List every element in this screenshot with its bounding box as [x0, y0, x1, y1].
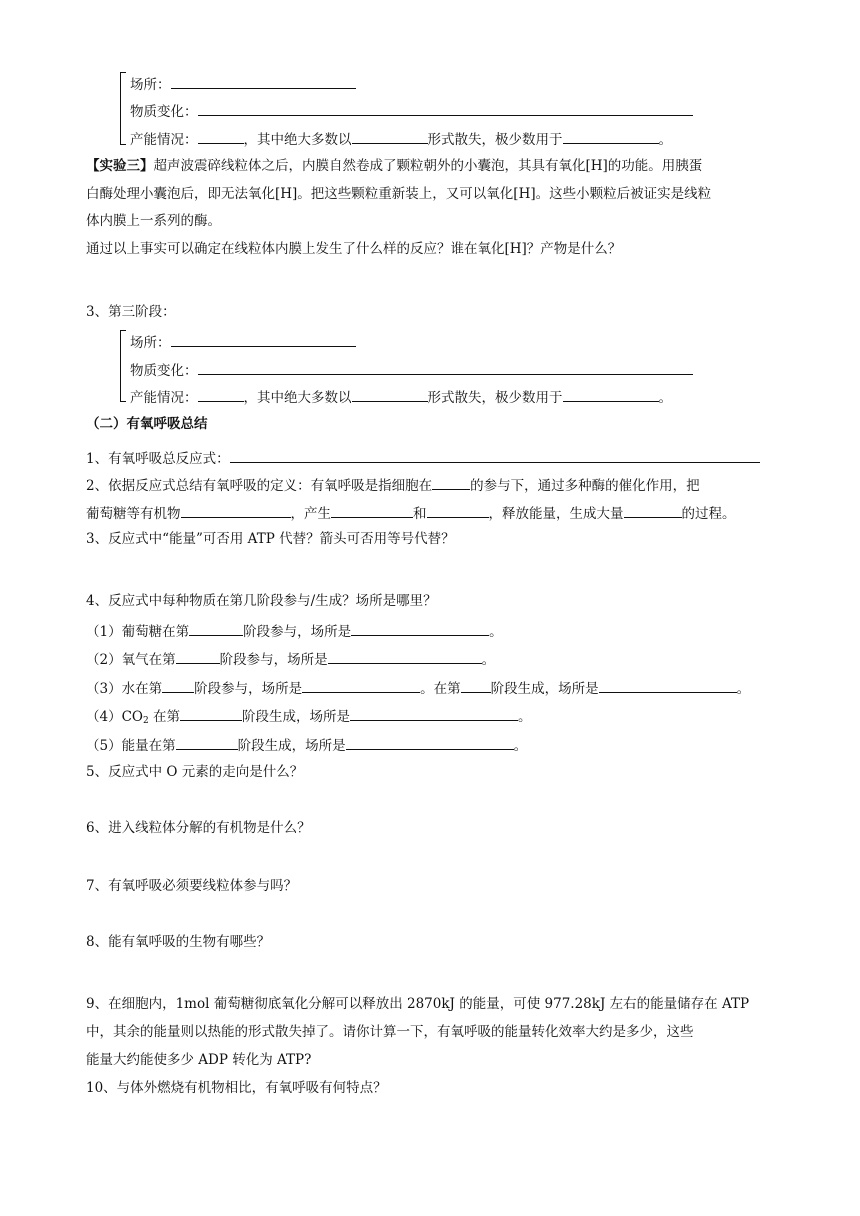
- q2-blank-3[interactable]: [331, 505, 413, 518]
- summary-heading-text: （二）有氧呼吸总结: [86, 416, 208, 432]
- change-blank[interactable]: [198, 103, 693, 116]
- q9-line2: [86, 1026, 694, 1040]
- q2-blank-4[interactable]: [427, 505, 489, 518]
- q8-line: [86, 936, 270, 950]
- q4-1-period: 。: [489, 624, 503, 640]
- q4-2-line: [86, 651, 495, 668]
- q2-text-c: 葡萄糖等有机物: [86, 506, 181, 522]
- q4-3-text-a: （3）水在第: [86, 681, 163, 697]
- q4-3-blank-place1[interactable]: [302, 680, 420, 693]
- q1-line: [86, 450, 760, 467]
- q4-3-blank-stage1[interactable]: [162, 680, 194, 693]
- q9-line3: [86, 1054, 311, 1068]
- stage3-energy-blank-3[interactable]: [563, 389, 659, 402]
- stage2-brace: [120, 72, 129, 144]
- experiment3-line3: [86, 215, 221, 229]
- q3-line: [86, 533, 455, 547]
- q1-text: 1、有氧呼吸总反应式：: [86, 451, 230, 467]
- experiment3-text2: 白酶处理小囊泡后，即无法氧化[H]。把这些颗粒重新装上，又可以氧化[H]。这些小颗粒后被证实是线粒: [86, 186, 712, 202]
- q5-text: 5、反应式中 O 元素的走向是什么？: [86, 764, 304, 780]
- q4-3-text-d: 阶段生成，场所是: [490, 681, 599, 697]
- q4-5-blank-place[interactable]: [346, 737, 514, 750]
- q4-3-blank-stage2[interactable]: [461, 680, 491, 693]
- q4-3-blank-place2[interactable]: [599, 680, 737, 693]
- q2-line1: [86, 477, 700, 494]
- q2-text-f: ，释放能量，生成大量: [488, 506, 624, 522]
- q4-1-blank-stage[interactable]: [189, 623, 243, 636]
- q2-text-e: 和: [413, 506, 427, 522]
- energy-mid2: 形式散失，极少数用于: [427, 132, 563, 148]
- stage2-change-line: [130, 103, 693, 120]
- q2-text-a: 2、依据反应式总结有氧呼吸的定义：有氧呼吸是指细胞在: [86, 478, 433, 494]
- q4-2-text-a: （2）氧气在第: [86, 652, 176, 668]
- stage3-energy-blank-2[interactable]: [352, 389, 428, 402]
- energy-end: 。: [658, 132, 672, 148]
- q4-3-text-b: 阶段参与，场所是: [194, 681, 303, 697]
- q4-2-period: 。: [481, 652, 496, 668]
- q10-text: 10、与体外燃烧有机物相比，有氧呼吸有何特点？: [86, 1080, 387, 1096]
- q4-4-blank-place[interactable]: [350, 708, 518, 721]
- stage3-change-line: [130, 362, 693, 379]
- stage3-energy-end: 。: [658, 390, 672, 406]
- q4-1-text-a: （1）葡萄糖在第: [86, 624, 190, 640]
- stage3-change-label: 物质变化：: [130, 363, 198, 379]
- experiment3-question-text: 通过以上事实可以确定在线粒体内膜上发生了什么样的反应？谁在氧化[H]？产物是什么？: [86, 241, 622, 257]
- q4-3-line: [86, 680, 750, 697]
- q4-4-text-b: 在第: [148, 709, 181, 725]
- location-blank[interactable]: [171, 76, 356, 89]
- q4-4-blank-stage[interactable]: [180, 708, 242, 721]
- stage3-energy-blank-1[interactable]: [198, 389, 244, 402]
- stage3-heading: [86, 306, 176, 320]
- energy-mid: ，其中绝大多数以: [243, 132, 352, 148]
- q4-2-blank-place[interactable]: [328, 651, 482, 664]
- stage3-heading-text: 3、第三阶段：: [86, 304, 176, 320]
- stage2-location-line: [130, 76, 356, 93]
- experiment3-line2: [86, 188, 711, 202]
- stage3-brace: [120, 330, 129, 401]
- q1-blank[interactable]: [230, 450, 760, 463]
- q8-text: 8、能有氧呼吸的生物有哪些？: [86, 934, 271, 950]
- q4-text: 4、反应式中每种物质在第几阶段参与/生成？场所是哪里？: [86, 593, 437, 609]
- stage2-energy-line: [130, 131, 672, 148]
- summary-heading: [86, 418, 208, 432]
- stage3-location-blank[interactable]: [171, 334, 356, 347]
- q9-text-1: 9、在细胞内，1mol 葡萄糖彻底氧化分解可以释放出 2870kJ 的能量，可使 977.28kJ 左右的能量储存在 ATP: [86, 996, 750, 1012]
- experiment3-question: [86, 243, 621, 257]
- q4-1-blank-place[interactable]: [351, 623, 489, 636]
- q4-2-text-b: 阶段参与，场所是: [219, 652, 328, 668]
- energy-blank-1[interactable]: [198, 131, 244, 144]
- q9-text-3: 能量大约能使多少 ADP 转化为 ATP?: [86, 1052, 312, 1068]
- q4-4-line: [86, 708, 532, 726]
- experiment3-line1: [86, 160, 702, 174]
- q2-text-b: 的参与下，通过多种酶的催化作用，把: [470, 478, 700, 494]
- q9-line1: [86, 998, 749, 1012]
- location-label: 场所：: [130, 77, 171, 93]
- stage3-location-label: 场所：: [130, 335, 171, 351]
- energy-label: 产能情况：: [130, 132, 198, 148]
- q4-4-period: 。: [518, 709, 532, 725]
- q3-text: 3、反应式中“能量”可否用 ATP 代替？箭头可否用等号代替？: [86, 531, 455, 547]
- q10-line: [86, 1082, 387, 1096]
- q4-4-text-c: 阶段生成，场所是: [242, 709, 351, 725]
- q4-5-line: [86, 737, 527, 754]
- stage3-energy-mid: ，其中绝大多数以: [243, 390, 352, 406]
- q2-line2: [86, 505, 736, 522]
- q4-1-line: [86, 623, 503, 640]
- q4-5-text-a: （5）能量在第: [86, 738, 176, 754]
- q6-line: [86, 822, 311, 836]
- q4-2-blank-stage[interactable]: [176, 651, 220, 664]
- q6-text: 6、进入线粒体分解的有机物是什么？: [86, 820, 311, 836]
- experiment3-title: 【实验三】: [86, 158, 154, 174]
- q4-1-text-b: 阶段参与，场所是: [243, 624, 352, 640]
- q2-blank-5[interactable]: [624, 505, 682, 518]
- q4-5-text-b: 阶段生成，场所是: [237, 738, 346, 754]
- co2-subscript: 2: [143, 716, 149, 726]
- q9-text-2: 中，其余的能量则以热能的形式散失掉了。请你计算一下，有氧呼吸的能量转化效率大约是多少，这些: [86, 1024, 694, 1040]
- stage3-location-line: [130, 334, 356, 351]
- change-label: 物质变化：: [130, 104, 198, 120]
- q7-text: 7、有氧呼吸必须要线粒体参与吗？: [86, 878, 298, 894]
- experiment3-text1: 超声波震碎线粒体之后，内膜自然卷成了颗粒朝外的小囊泡，其具有氧化[H]的功能。用胰蛋: [153, 158, 703, 174]
- q2-blank-1[interactable]: [432, 477, 470, 490]
- q4-line: [86, 595, 437, 609]
- stage3-energy-line: [130, 389, 672, 406]
- energy-blank-3[interactable]: [563, 131, 659, 144]
- stage3-energy-mid2: 形式散失，极少数用于: [427, 390, 563, 406]
- q4-3-period: 。: [736, 681, 751, 697]
- q2-text-g: 的过程。: [681, 506, 736, 522]
- q5-line: [86, 766, 303, 780]
- q2-text-d: ，产生: [290, 506, 331, 522]
- q7-line: [86, 880, 297, 894]
- q2-blank-2[interactable]: [181, 505, 291, 518]
- q4-4-text-a: （4）CO: [86, 709, 143, 725]
- experiment3-text3: 体内膜上一系列的酶。: [86, 213, 221, 229]
- q4-5-blank-stage[interactable]: [176, 737, 238, 750]
- stage3-change-blank[interactable]: [198, 362, 693, 375]
- stage3-energy-label: 产能情况：: [130, 390, 198, 406]
- energy-blank-2[interactable]: [352, 131, 428, 144]
- q4-5-period: 。: [513, 738, 528, 754]
- q4-3-text-c: 。在第: [420, 681, 461, 697]
